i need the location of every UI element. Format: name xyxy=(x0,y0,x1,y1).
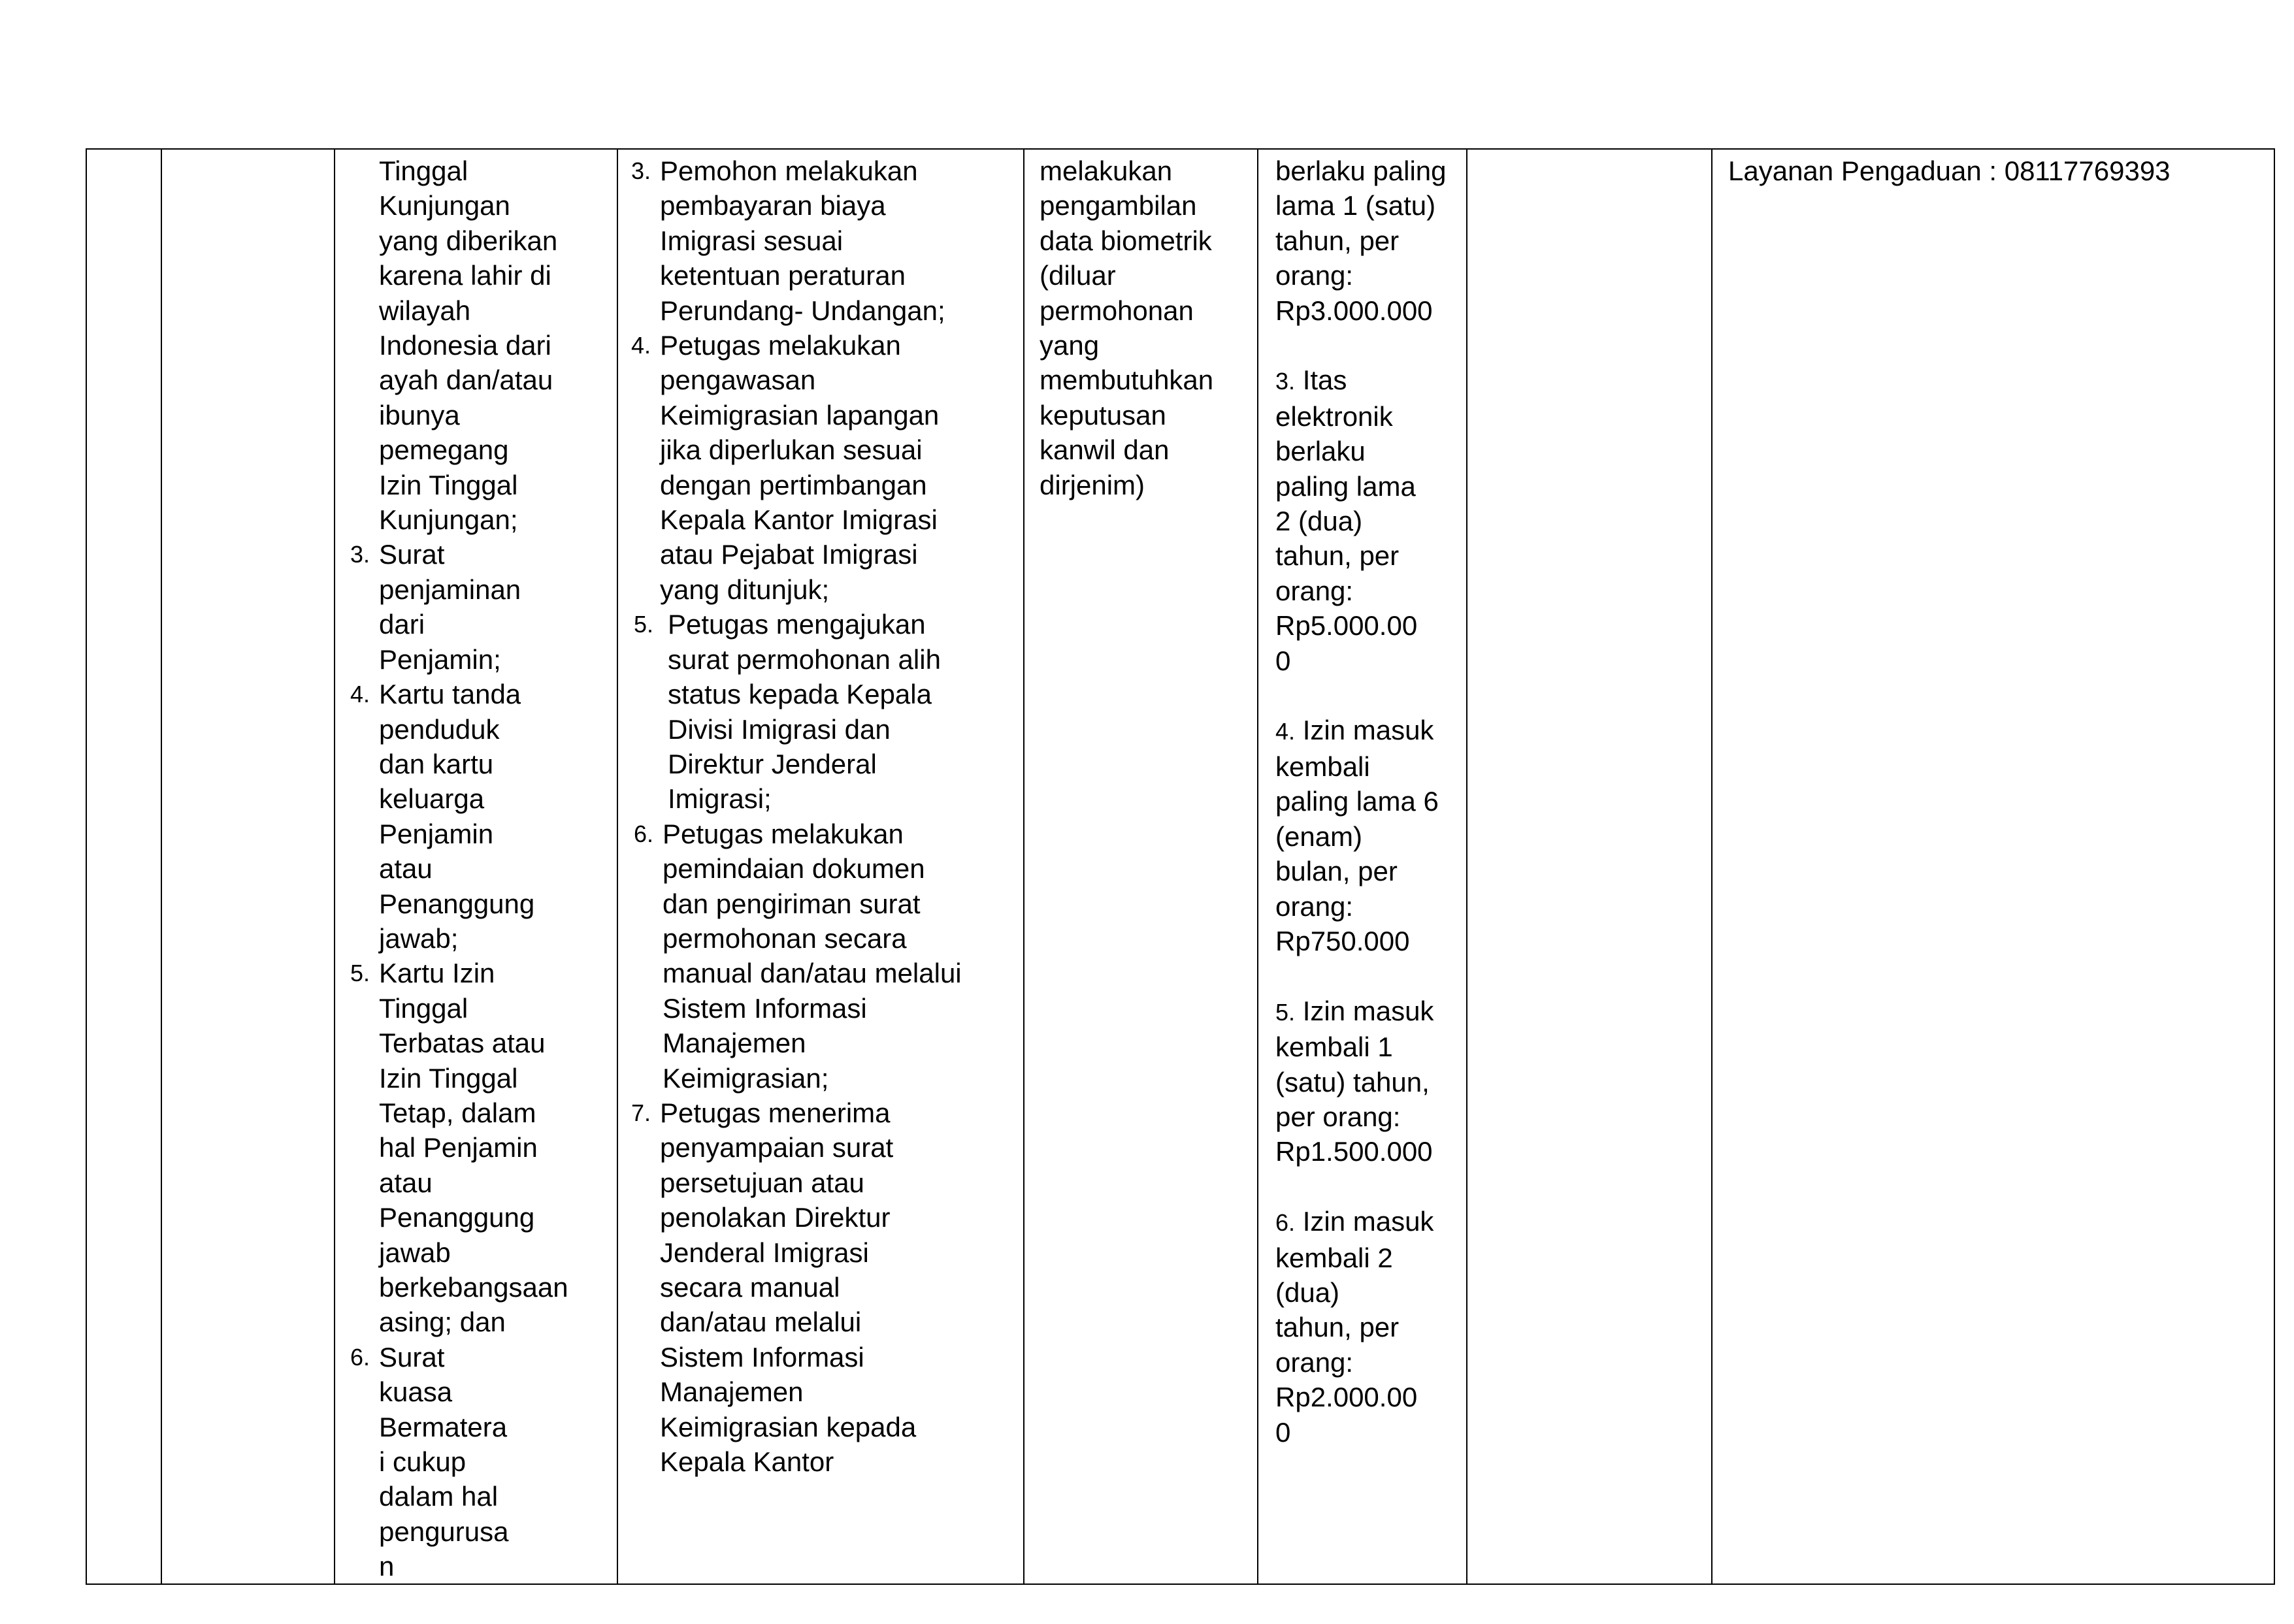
text-line: Kunjungan xyxy=(379,190,510,221)
text-line: kuasa xyxy=(379,1376,453,1408)
text-line: pengurusa xyxy=(379,1516,509,1547)
processing-time-cell xyxy=(1040,154,1213,502)
text-line: (satu) tahun, xyxy=(1275,1066,1430,1097)
text-line: karena lahir di xyxy=(379,260,551,291)
text-line: Manajemen xyxy=(660,1376,804,1408)
text-line: Petugas melakukan xyxy=(663,818,904,849)
text-line: Kartu tanda xyxy=(379,679,521,710)
text-line: pengambilan xyxy=(1040,190,1197,221)
text-line: Penanggung xyxy=(379,888,535,919)
text-line: yang diberikan xyxy=(379,225,558,256)
spacer xyxy=(1275,1169,1447,1204)
text-line: lama 1 (satu) xyxy=(1275,190,1436,221)
text-line: jika diperlukan sesuai xyxy=(660,434,923,466)
text-line: data biometrik xyxy=(1040,225,1212,256)
fee-item-first-line xyxy=(1275,1204,1447,1240)
text-line: Kartu Izin xyxy=(379,958,495,989)
text-line: ketentuan peraturan xyxy=(660,260,906,291)
text-line: Keimigrasian lapangan xyxy=(660,399,940,430)
text-line: Indonesia dari xyxy=(379,330,551,361)
text-line: keputusan xyxy=(1040,399,1166,430)
text-line: permohonan secara xyxy=(663,922,907,954)
list-number: 7. xyxy=(631,1099,651,1126)
complaint-service-text: Layanan Pengaduan : 08117769393 xyxy=(1728,155,2171,186)
text-line: Rp1.500.000 xyxy=(1275,1136,1433,1167)
text-line: Tetap, dalam xyxy=(379,1097,536,1128)
text-line: Penjamin xyxy=(379,818,494,849)
list-item xyxy=(350,677,568,956)
text-line: Penanggung xyxy=(379,1202,535,1233)
text-line: asing; dan xyxy=(379,1307,506,1338)
text-line: berlaku paling xyxy=(1275,155,1447,186)
text-line: Penjamin; xyxy=(379,643,501,675)
text-line: dirjenim) xyxy=(1040,469,1145,500)
text-line: status kepada Kepala xyxy=(668,679,932,710)
text-line: orang: xyxy=(1275,890,1354,922)
text-line: tahun, per xyxy=(1275,225,1400,256)
list-item xyxy=(1275,713,1447,958)
text-line: bulan, per xyxy=(1275,856,1398,887)
text-line: kanwil dan xyxy=(1040,434,1170,466)
text-line: yang ditunjuk; xyxy=(660,574,830,605)
text-line: (enam) xyxy=(1275,820,1363,852)
procedure-cell xyxy=(631,154,962,1479)
text-line: wilayah xyxy=(379,295,471,326)
list-item xyxy=(1275,994,1447,1169)
list-number: 3. xyxy=(350,541,370,568)
text-line: paling lama 6 xyxy=(1275,786,1439,817)
list-number: 6. xyxy=(350,1343,370,1371)
text-line: jawab xyxy=(379,1237,451,1268)
text-line: membutuhkan xyxy=(1040,365,1214,396)
list-item xyxy=(350,537,568,677)
fee-item-first-line xyxy=(1275,713,1447,749)
text-line: jawab; xyxy=(379,922,459,954)
list-item xyxy=(350,1340,568,1584)
fee-item-first-line xyxy=(1275,994,1447,1030)
text-line: Rp750.000 xyxy=(1275,925,1410,956)
text-line: Rp2.000.00 xyxy=(1275,1382,1418,1413)
text-line: tahun, per xyxy=(1275,540,1400,572)
text-line: Tinggal xyxy=(379,992,468,1024)
list-number: 4. xyxy=(1275,718,1296,745)
text-line: Bermatera xyxy=(379,1411,508,1442)
list-item xyxy=(631,328,962,607)
text-line: berkebangsaan xyxy=(379,1272,568,1303)
service-standard-table xyxy=(86,148,2275,1585)
text-line: yang xyxy=(1040,330,1100,361)
list-item xyxy=(634,817,962,1096)
text-line: orang: xyxy=(1275,260,1354,291)
text-line: dari xyxy=(379,609,425,640)
column-divider xyxy=(1023,150,1024,1583)
text-line: Imigrasi; xyxy=(668,783,772,815)
list-item xyxy=(631,1096,962,1479)
fee-item-title: Itas xyxy=(1295,365,1347,396)
text-line: Petugas menerima xyxy=(660,1097,891,1128)
text-line: ibunya xyxy=(379,399,460,430)
text-line: n xyxy=(379,1551,395,1582)
text-line: Kepala Kantor xyxy=(660,1446,834,1478)
text-line: elektronik xyxy=(1275,400,1393,432)
list-item xyxy=(1275,1204,1447,1450)
text-line: i cukup xyxy=(379,1446,467,1478)
text-line: Perundang- Undangan; xyxy=(660,295,945,326)
list-number: 5. xyxy=(350,960,370,987)
text-line: tahun, per xyxy=(1275,1312,1400,1343)
text-line: atau xyxy=(379,853,433,885)
text-line: melakukan xyxy=(1040,155,1173,186)
text-line: penyampaian surat xyxy=(660,1132,894,1163)
text-line: kembali 1 xyxy=(1275,1031,1393,1063)
text-line: penolakan Direktur xyxy=(660,1202,891,1233)
text-line: atau Pejabat Imigrasi xyxy=(660,539,918,570)
text-line: Direktur Jenderal xyxy=(668,748,877,779)
text-line: Keimigrasian; xyxy=(663,1062,829,1094)
text-line: penduduk xyxy=(379,713,500,745)
text-line: secara manual xyxy=(660,1272,840,1303)
spacer xyxy=(1275,328,1447,363)
text-line: kembali 2 xyxy=(1275,1242,1393,1273)
text-line: Terbatas atau xyxy=(379,1028,546,1059)
list-number: 6. xyxy=(1275,1209,1296,1237)
list-number: 4. xyxy=(631,332,651,359)
text-line: dan kartu xyxy=(379,748,494,779)
spacer xyxy=(1275,678,1447,713)
column-divider xyxy=(334,150,335,1583)
text-line: Kepala Kantor Imigrasi xyxy=(660,504,938,536)
text-line: dengan pertimbangan xyxy=(660,469,927,500)
text-line: Manajemen xyxy=(663,1028,806,1059)
text-line: Divisi Imigrasi dan xyxy=(668,713,891,745)
text-line: 0 xyxy=(1275,1416,1291,1448)
list-item xyxy=(1275,363,1447,678)
fee-item-first-line xyxy=(1275,363,1447,398)
text-line: Rp5.000.00 xyxy=(1275,610,1418,641)
text-line: berlaku xyxy=(1275,436,1366,467)
text-line: dan/atau melalui xyxy=(660,1307,862,1338)
text-line: hal Penjamin xyxy=(379,1132,538,1163)
text-line: Petugas melakukan xyxy=(660,330,901,361)
text-line: orang: xyxy=(1275,1346,1354,1378)
text-line: Rp3.000.000 xyxy=(1275,295,1433,326)
text-line: per orang: xyxy=(1275,1101,1401,1132)
text-line: Sistem Informasi xyxy=(660,1341,864,1372)
text-line: Petugas mengajukan xyxy=(668,609,926,640)
text-line: Sistem Informasi xyxy=(663,992,867,1024)
list-number: 3. xyxy=(1275,368,1296,395)
text-line: manual dan/atau melalui xyxy=(663,958,962,989)
list-number: 3. xyxy=(631,157,651,184)
column-divider xyxy=(1257,150,1258,1583)
text-line: pengawasan xyxy=(660,365,816,396)
text-line: Izin Tinggal xyxy=(379,469,518,500)
text-line: permohonan xyxy=(1040,295,1194,326)
requirements-cell xyxy=(350,154,568,1584)
text-line: Keimigrasian kepada xyxy=(660,1411,917,1442)
text-line: Jenderal Imigrasi xyxy=(660,1237,869,1268)
list-item xyxy=(631,154,962,328)
text-line: paling lama xyxy=(1275,470,1416,502)
complaint-service-cell xyxy=(1728,154,2171,188)
text-line: Pemohon melakukan xyxy=(660,155,918,186)
fee-item-title: Izin masuk xyxy=(1295,1206,1434,1237)
fees-cell xyxy=(1275,154,1447,1450)
column-divider xyxy=(161,150,162,1583)
list-item xyxy=(350,956,568,1339)
text-line: ayah dan/atau xyxy=(379,365,553,396)
text-line: Kunjungan; xyxy=(379,504,518,536)
text-line: pemindaian dokumen xyxy=(663,853,925,885)
text-line: atau xyxy=(379,1167,433,1198)
text-line: pemegang xyxy=(379,434,509,466)
text-line: (diluar xyxy=(1040,260,1116,291)
text-line: dalam hal xyxy=(379,1481,499,1512)
text-line: orang: xyxy=(1275,575,1354,606)
text-line: keluarga xyxy=(379,783,485,815)
text-line: penjaminan xyxy=(379,574,521,605)
spacer xyxy=(1275,958,1447,993)
text-line: persetujuan atau xyxy=(660,1167,864,1198)
text-line: (dua) xyxy=(1275,1276,1340,1308)
text-line: Tinggal xyxy=(379,155,468,186)
text-line: Surat xyxy=(379,1341,445,1372)
text-line: 0 xyxy=(1275,645,1291,676)
column-divider xyxy=(1466,150,1467,1583)
fee-item-title: Izin masuk xyxy=(1295,995,1434,1026)
list-number: 5. xyxy=(634,611,654,638)
text-line: pembayaran biaya xyxy=(660,190,886,221)
list-number: 5. xyxy=(1275,998,1296,1026)
text-line: kembali xyxy=(1275,751,1370,782)
column-divider xyxy=(617,150,618,1583)
text-line: Surat xyxy=(379,539,445,570)
list-number: 6. xyxy=(634,820,654,847)
fee-item-title: Izin masuk xyxy=(1295,715,1434,746)
text-line: 2 (dua) xyxy=(1275,506,1363,537)
text-line: Izin Tinggal xyxy=(379,1062,518,1094)
text-line: dan pengiriman surat xyxy=(663,888,921,919)
column-divider xyxy=(1711,150,1712,1583)
text-line: Imigrasi sesuai xyxy=(660,225,844,256)
text-line: surat permohonan alih xyxy=(668,643,941,675)
list-item xyxy=(634,607,962,816)
list-number: 4. xyxy=(350,681,370,708)
